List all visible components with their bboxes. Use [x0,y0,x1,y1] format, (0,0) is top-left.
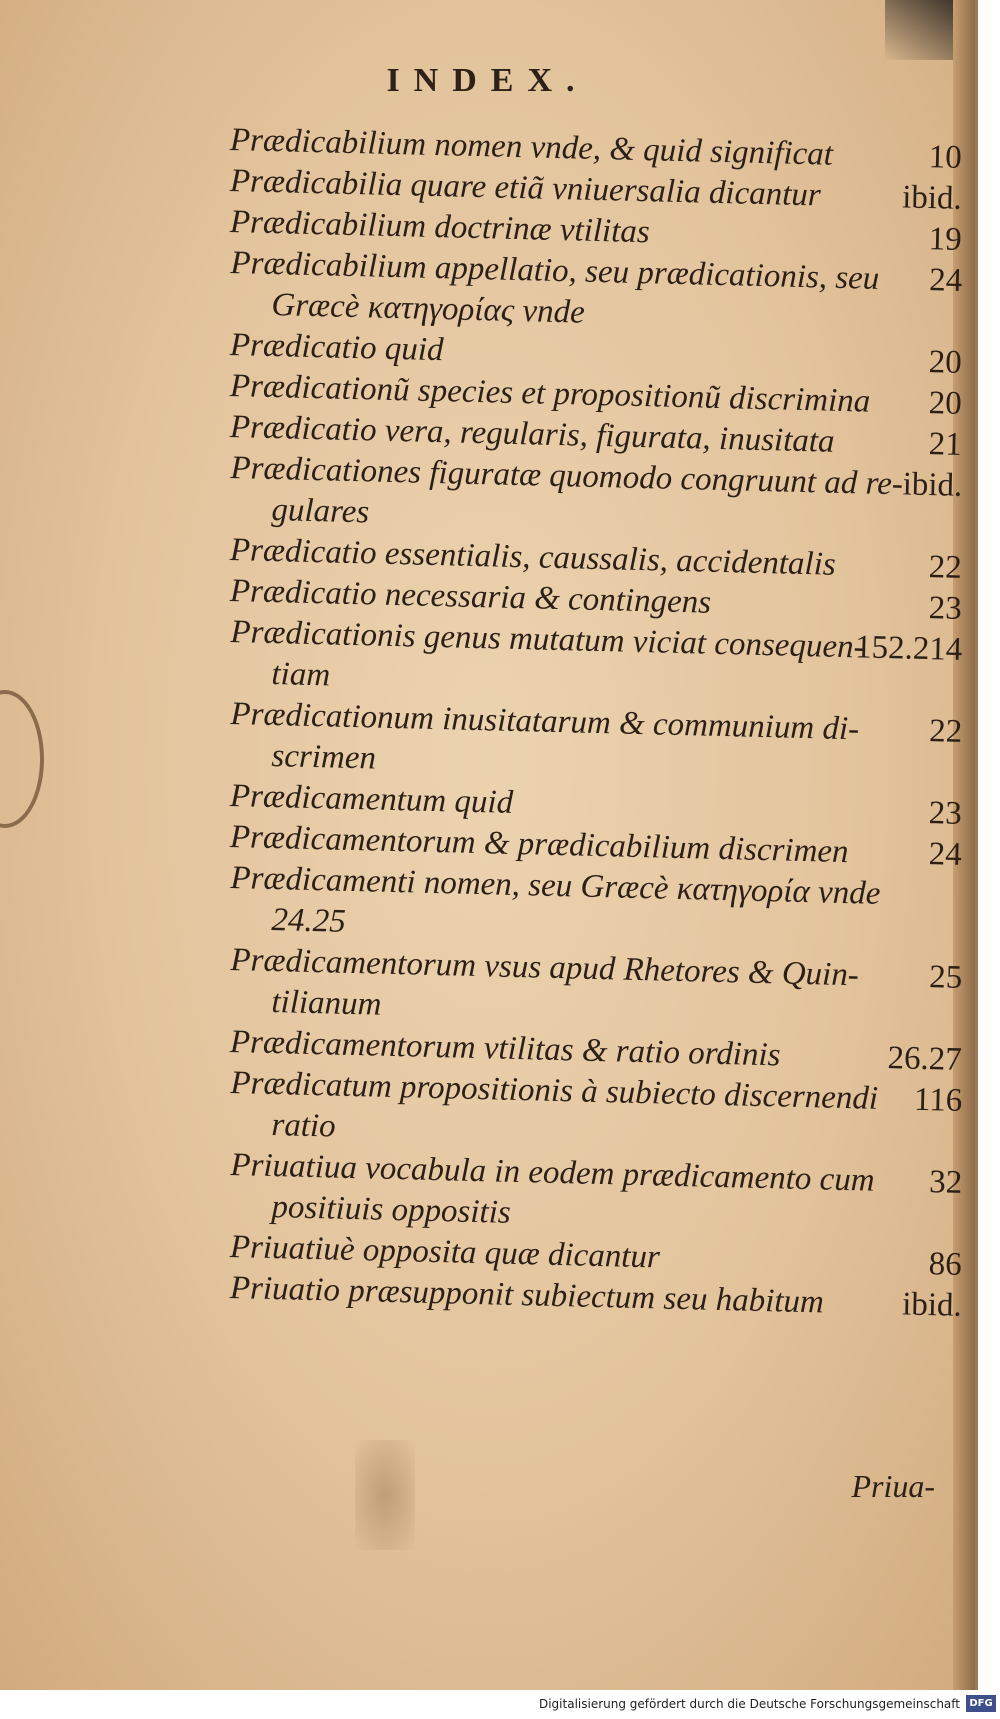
page-header: INDEX. [386,62,589,99]
entry-text: Priuatiua vocabula in eodem prædicamento cum [230,1147,876,1199]
entry-text: Prædicatio quid [229,327,444,369]
entry-page: 21 [928,426,963,463]
entry-page: 22 [928,713,963,750]
entry-text: Prædicationũ species et propositionũ discrimina [229,368,871,420]
dfg-logo: DFG [966,1695,996,1712]
entry-text: Priuatio præsupponit subiectum seu habitum [229,1270,825,1321]
entry-page: 32 [928,1164,963,1201]
entry-text: Prædicabilia quare etiã vniuersalia dicantur [229,163,822,214]
entry-page: 152.214 [854,629,963,668]
entry-continuation: scrimen [271,738,377,777]
entry-text: Prædicamenti nomen, seu Græcè κατηγορία vnde [230,860,881,912]
entry-continuation: positiuis oppositis [271,1189,512,1231]
entry-page: 25 [928,959,963,996]
entry-continuation: tiam [271,656,331,694]
clasp-mark [0,690,44,828]
entry-text: Prædicatio necessaria & contingens [229,573,712,621]
entry-page: 20 [928,344,963,381]
entry-text: Prædicationum inusitatarum & communium di- [230,696,860,748]
entry-page: 86 [928,1246,963,1283]
entry-page: 23 [928,795,963,832]
entry-page: 26.27 [887,1040,963,1078]
entry-continuation: gulares [271,492,370,531]
entry-continuation: tilianum [271,984,382,1023]
entry-continuation: Græcè κατηγορίας vnde [271,287,586,331]
entry-text: Prædicationis genus mutatum viciat consequen- [230,614,866,666]
entry-text: Prædicatio vera, regularis, figurata, inusitata [229,409,835,460]
entry-text: Prædicabilium doctrinæ vtilitas [229,204,651,251]
entry-page: 22 [928,549,963,586]
entry-text: Prædicamentum quid [229,778,514,821]
footer-credit: Digitalisierung gefördert durch die Deutsche Forschungsgemeinschaft [538,1697,960,1711]
entry-page: 23 [928,590,963,627]
entry-page: 116 [913,1081,963,1119]
entry-text: Priuatiuè opposita quæ dicantur [229,1229,661,1276]
entry-continuation: 24.25 [271,902,347,940]
entry-text: Prædicatum propositionis à subiecto discernendi [230,1065,879,1117]
entry-page: 20 [928,385,963,422]
entry-page: ibid. [901,179,963,217]
entry-page: 10 [928,139,963,176]
entry-page: 24 [928,836,963,873]
index-entries [229,120,970,1324]
entry-text: Prædicamentorum vtilitas & ratio ordinis [229,1024,781,1074]
entry-text: Prædicationes figuratæ quomodo congruunt ad re- [230,450,904,503]
catchword: Priua- [851,1468,935,1504]
entry-text: Prædicamentorum vsus apud Rhetores & Quin- [230,942,860,994]
entry-page: 24 [928,262,963,299]
digitization-footer [0,1690,1000,1719]
entry-page: 19 [928,221,963,258]
entry-page: ibid. [901,1286,963,1324]
entry-text: Prædicatio essentialis, caussalis, accidentalis [229,532,837,583]
entry-text: Prædicabilium nomen vnde, & quid significat [229,122,834,173]
entry-text: Prædicabilium appellatio, seu prædicationis, seu [230,245,880,297]
entry-continuation: ratio [271,1107,337,1145]
ink-stain [355,1440,415,1550]
entry-page: ibid. [902,466,963,504]
entry-text: Prædicamentorum & prædicabilium discrimen [229,819,849,871]
